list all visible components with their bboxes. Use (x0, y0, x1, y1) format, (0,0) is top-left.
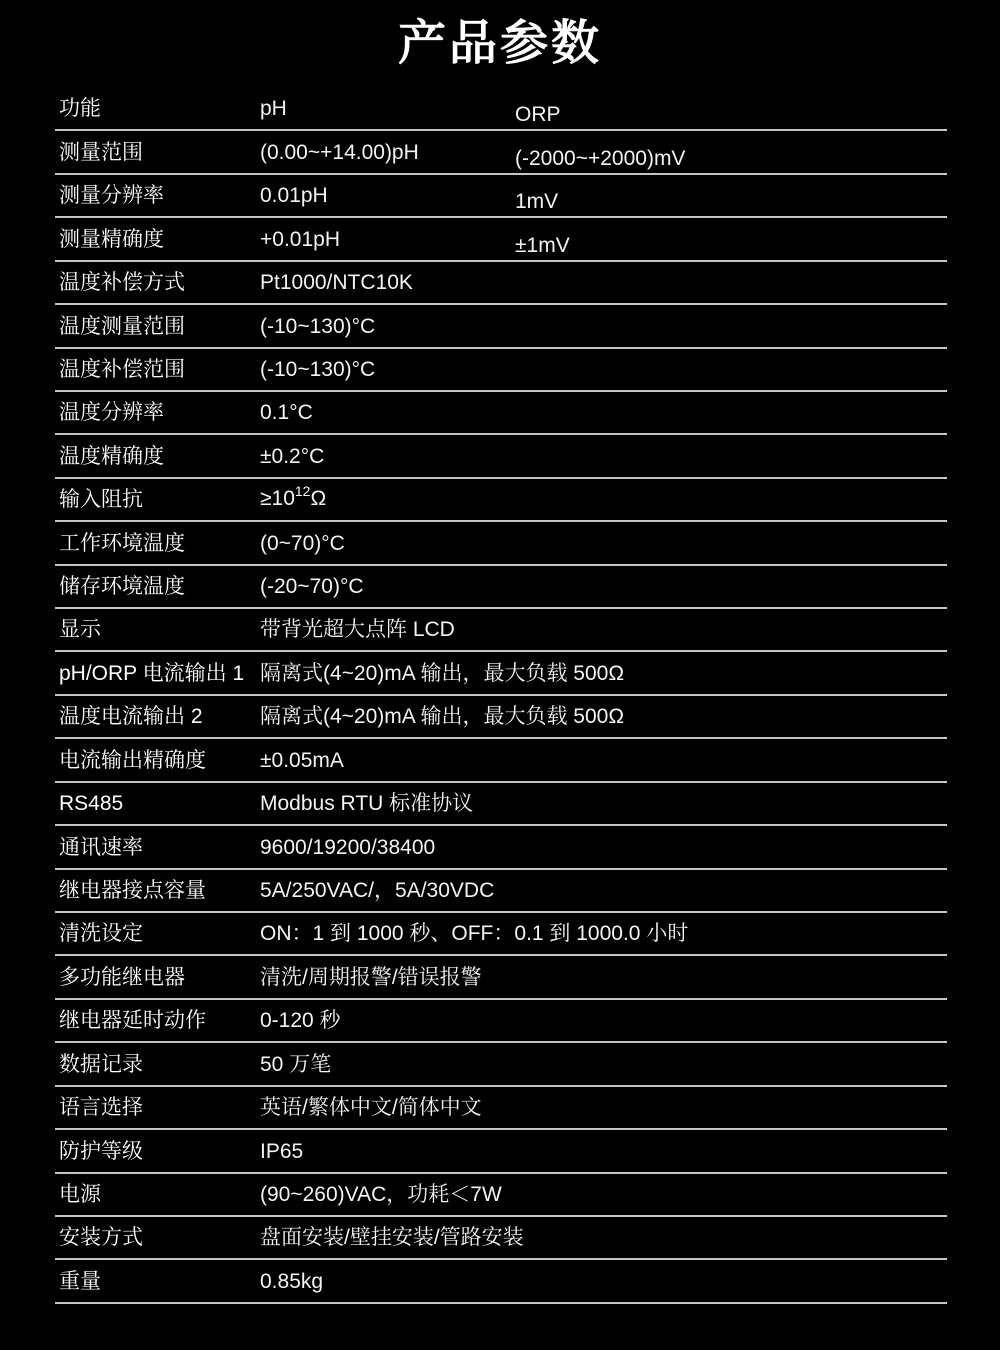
table-row (55, 739, 947, 782)
table-row (55, 218, 947, 261)
spec-value-1: 清洗/周期报警/错误报警 (260, 965, 482, 989)
table-row (55, 479, 947, 522)
spec-label: 显示 (59, 618, 101, 642)
spec-label: 电流输出精确度 (59, 748, 206, 772)
spec-label: 温度补偿范围 (59, 357, 185, 381)
spec-label: 语言选择 (59, 1096, 143, 1120)
spec-value-1: 0-120 秒 (260, 1009, 341, 1033)
spec-label: 重量 (59, 1269, 101, 1293)
table-row (55, 1043, 947, 1086)
spec-value-1: 9600/19200/38400 (260, 835, 436, 859)
spec-value-2: (-2000~+2000)mV (515, 146, 686, 170)
table-row (55, 652, 947, 695)
table-row (55, 609, 947, 652)
spec-value-1: ±0.2°C (260, 444, 325, 468)
spec-value-1: (0.00~+14.00)pH (260, 140, 419, 164)
table-row (55, 88, 947, 131)
spec-label: 测量精确度 (59, 227, 164, 251)
table-row (55, 175, 947, 218)
spec-value-1 (260, 483, 327, 512)
spec-label: 电源 (59, 1182, 101, 1206)
spec-label: 继电器延时动作 (59, 1009, 206, 1033)
spec-value-1: Modbus RTU 标准协议 (260, 792, 474, 816)
spec-value-1: (-20~70)°C (260, 575, 364, 599)
spec-value-1: (0~70)°C (260, 531, 345, 555)
spec-value-1: IP65 (260, 1139, 304, 1163)
spec-value-1: 0.01pH (260, 184, 328, 208)
spec-label: 测量范围 (59, 140, 143, 164)
table-row (55, 956, 947, 999)
spec-value-suffix: Ω (310, 487, 327, 511)
spec-value-1: 隔离式(4~20)mA 输出，最大负载 500Ω (260, 661, 625, 685)
table-row (55, 1130, 947, 1173)
spec-label: 继电器接点容量 (59, 879, 206, 903)
table-row (55, 522, 947, 565)
spec-label: RS485 (59, 792, 124, 816)
spec-label: 功能 (59, 97, 101, 121)
table-row (55, 131, 947, 174)
spec-label: 温度分辨率 (59, 401, 164, 425)
spec-value-2: ORP (515, 103, 561, 127)
spec-value-1: 0.85kg (260, 1269, 324, 1293)
spec-label: 清洗设定 (59, 922, 143, 946)
table-row (55, 783, 947, 826)
table-row (55, 1174, 947, 1217)
spec-label: 温度补偿方式 (59, 271, 185, 295)
spec-value-superscript: 12 (294, 483, 311, 500)
table-row (55, 1217, 947, 1260)
spec-value-1: (-10~130)°C (260, 357, 376, 381)
spec-value-1: 隔离式(4~20)mA 输出，最大负载 500Ω (260, 705, 625, 729)
spec-label: 安装方式 (59, 1226, 143, 1250)
spec-value-1: ON：1 到 1000 秒、OFF：0.1 到 1000.0 小时 (260, 922, 689, 946)
spec-value-2: 1mV (515, 190, 559, 214)
spec-label: 多功能继电器 (59, 965, 185, 989)
spec-value-1: (90~260)VAC，功耗＜7W (260, 1182, 502, 1206)
spec-value-1: pH (260, 97, 287, 121)
table-row (55, 262, 947, 305)
spec-label: 防护等级 (59, 1139, 143, 1163)
spec-label: 温度电流输出 2 (59, 705, 203, 729)
spec-label: 通讯速率 (59, 835, 143, 859)
spec-label: 温度精确度 (59, 444, 164, 468)
table-row (55, 870, 947, 913)
spec-value-1: 5A/250VAC/，5A/30VDC (260, 879, 495, 903)
table-row (55, 826, 947, 869)
spec-value-1: Pt1000/NTC10K (260, 271, 413, 295)
spec-value-1: 盘面安装/壁挂安装/管路安装 (260, 1226, 524, 1250)
table-row (55, 392, 947, 435)
spec-value-1: +0.01pH (260, 227, 340, 251)
table-row (55, 1087, 947, 1130)
spec-value-1: (-10~130)°C (260, 314, 376, 338)
page-title: 产品参数 (397, 17, 602, 70)
spec-label: 数据记录 (59, 1052, 143, 1076)
spec-value-1: 0.1°C (260, 401, 313, 425)
spec-label: 输入阻抗 (59, 488, 143, 512)
spec-value-1: 带背光超大点阵 LCD (260, 618, 455, 642)
table-row (55, 913, 947, 956)
spec-table (55, 88, 947, 1304)
table-row (55, 566, 947, 609)
table-row (55, 435, 947, 478)
table-row (55, 696, 947, 739)
table-row (55, 1000, 947, 1043)
spec-value-1: 50 万笔 (260, 1052, 332, 1076)
spec-label: pH/ORP 电流输出 1 (59, 661, 245, 685)
spec-label: 温度测量范围 (59, 314, 185, 338)
table-row (55, 349, 947, 392)
table-row (55, 1260, 947, 1303)
spec-label: 测量分辨率 (59, 184, 164, 208)
spec-value-1: 英语/繁体中文/简体中文 (260, 1096, 482, 1120)
spec-value-2: ±1mV (515, 233, 570, 257)
spec-label: 储存环境温度 (59, 575, 185, 599)
spec-value-prefix: ≥10 (260, 487, 295, 511)
spec-value-1: ±0.05mA (260, 748, 344, 772)
table-row (55, 305, 947, 348)
spec-label: 工作环境温度 (59, 531, 185, 555)
